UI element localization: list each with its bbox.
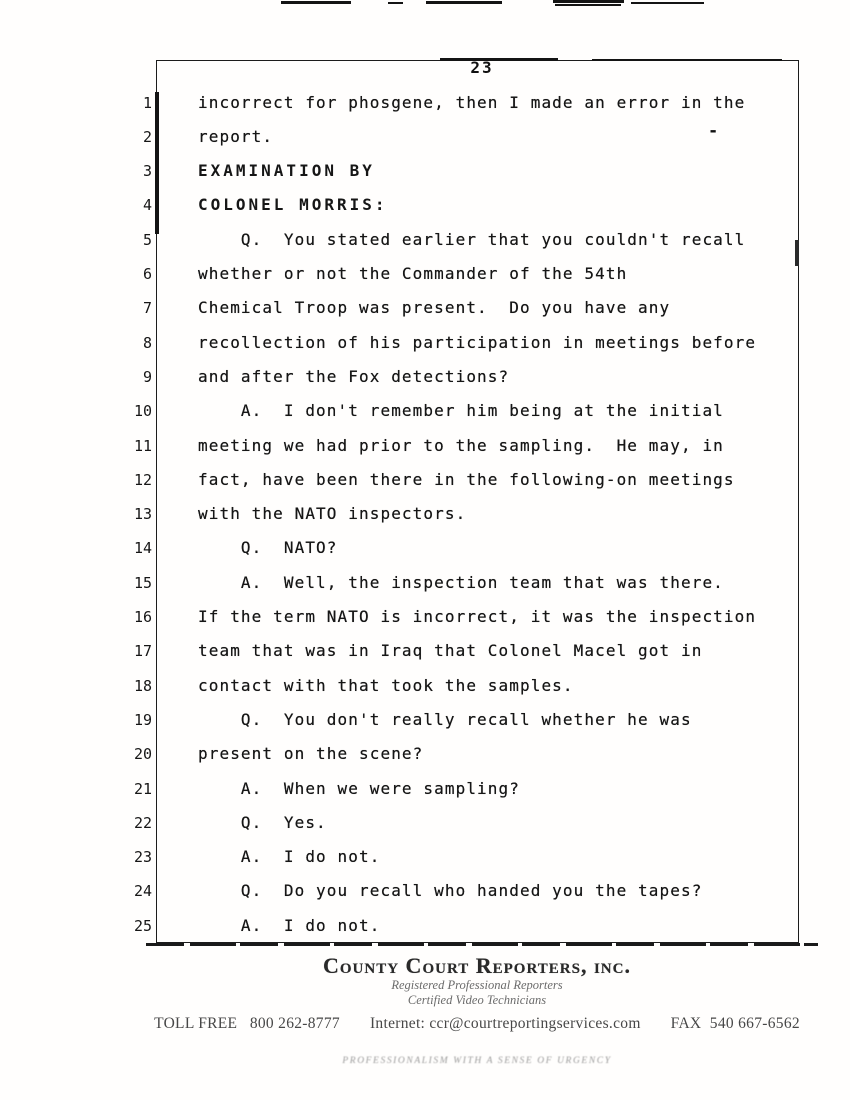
scan-artifact <box>146 943 818 946</box>
company-subtitle-1: Registered Professional Reporters <box>391 978 563 992</box>
line-text: whether or not the Commander of the 54th <box>198 264 628 283</box>
transcript-line <box>0 366 850 390</box>
line-number: 14 <box>133 539 152 558</box>
scan-artifact <box>281 1 351 4</box>
line-text: team that was in Iraq that Colonel Macel got in <box>198 641 703 661</box>
toll-free-number: TOLL FREE 800 262-8777 <box>154 1015 340 1032</box>
transcript-line <box>0 880 850 904</box>
scan-artifact <box>388 2 403 4</box>
company-name: County Court Reporters, inc. <box>323 953 631 978</box>
line-text: report. <box>198 126 274 146</box>
scan-artifact <box>553 0 624 3</box>
line-text: Q. NATO? <box>198 538 338 558</box>
line-text: incorrect for phosgene, then I made an error in the <box>198 92 746 112</box>
line-number: 12 <box>133 470 152 489</box>
transcript-line <box>0 846 850 870</box>
transcript-line <box>0 126 850 150</box>
transcript-line <box>0 778 850 802</box>
line-number: 23 <box>133 848 152 867</box>
line-number: 11 <box>133 436 152 455</box>
line-text: fact, have been there in the following-on meetings <box>198 469 735 489</box>
transcript-line <box>0 675 850 699</box>
transcript-line <box>0 537 850 561</box>
line-number: 7 <box>142 299 152 318</box>
line-number: 25 <box>133 916 152 935</box>
line-text: A. Well, the inspection team that was there. <box>198 572 724 592</box>
line-number: 2 <box>142 127 152 146</box>
transcript-line <box>0 160 850 184</box>
line-number: 19 <box>133 710 152 729</box>
line-text: Q. You don't really recall whether he was <box>198 709 692 729</box>
fax-number: FAX 540 667-6562 <box>670 1015 800 1032</box>
company-motto: PROFESSIONALISM WITH A SENSE OF URGENCY <box>342 1056 612 1066</box>
margin-dash-mark: - <box>708 121 719 141</box>
line-number: 22 <box>133 813 152 832</box>
scan-artifact <box>592 59 782 61</box>
transcript-line <box>0 194 850 218</box>
line-text: meeting we had prior to the sampling. He may, in <box>198 435 724 455</box>
transcript-line <box>0 332 850 356</box>
line-text: A. I don't remember him being at the initial <box>198 401 724 421</box>
transcript-frame <box>156 60 799 943</box>
line-text: A. I do not. <box>198 847 381 867</box>
line-text: recollection of his participation in meetings before <box>198 332 757 352</box>
line-text: Q. Do you recall who handed you the tapes? <box>198 881 703 901</box>
contact-line <box>104 1014 850 1034</box>
transcript-line <box>0 606 850 630</box>
line-number: 16 <box>133 608 152 626</box>
transcript-line <box>0 572 850 596</box>
line-text: and after the Fox detections? <box>198 366 510 386</box>
transcript-line <box>0 400 850 424</box>
line-number: 9 <box>142 367 152 386</box>
scan-artifact <box>426 1 502 4</box>
line-number: 18 <box>133 676 152 695</box>
line-number: 17 <box>133 642 152 661</box>
line-number: 6 <box>142 265 152 283</box>
line-text: present on the scene? <box>198 744 424 764</box>
line-number: 4 <box>142 196 152 215</box>
line-number: 8 <box>142 333 152 352</box>
transcript-line <box>0 640 850 664</box>
transcript-line <box>0 263 850 287</box>
line-number: 21 <box>133 779 152 798</box>
transcript-line <box>0 812 850 836</box>
line-number: 24 <box>133 882 152 901</box>
transcript-line <box>0 469 850 493</box>
page-number: 23 <box>470 58 494 77</box>
transcript-line <box>0 435 850 459</box>
line-text: COLONEL MORRIS: <box>198 195 388 215</box>
line-text: If the term NATO is incorrect, it was the inspection <box>198 607 757 626</box>
line-text: A. When we were sampling? <box>198 778 520 798</box>
line-number: 20 <box>133 745 152 764</box>
transcript-line <box>0 229 850 253</box>
scan-artifact <box>631 2 704 4</box>
line-text: Chemical Troop was present. Do you have any <box>198 298 671 318</box>
transcript-line <box>0 915 850 939</box>
letterhead-footer <box>104 954 850 1066</box>
line-number: 3 <box>142 162 152 181</box>
line-number: 10 <box>133 402 152 421</box>
line-number: 13 <box>133 505 152 524</box>
transcript-line <box>0 92 850 116</box>
line-text: with the NATO inspectors. <box>198 504 467 524</box>
line-number: 5 <box>142 230 152 249</box>
line-text: contact with that took the samples. <box>198 675 574 695</box>
transcript-line <box>0 503 850 527</box>
line-number: 1 <box>142 93 152 112</box>
line-number: 15 <box>133 573 152 592</box>
transcript-line <box>0 709 850 733</box>
company-subtitle-2: Certified Video Technicians <box>407 993 547 1007</box>
transcript-line <box>0 743 850 767</box>
internet-email: Internet: ccr@courtreportingservices.com <box>369 1015 641 1032</box>
line-text: Q. Yes. <box>198 812 327 832</box>
transcript-line <box>0 297 850 321</box>
line-text: Q. You stated earlier that you couldn't recall <box>198 229 746 249</box>
line-text: A. I do not. <box>198 915 381 935</box>
scan-artifact <box>555 4 621 6</box>
line-text: EXAMINATION BY <box>198 161 375 181</box>
